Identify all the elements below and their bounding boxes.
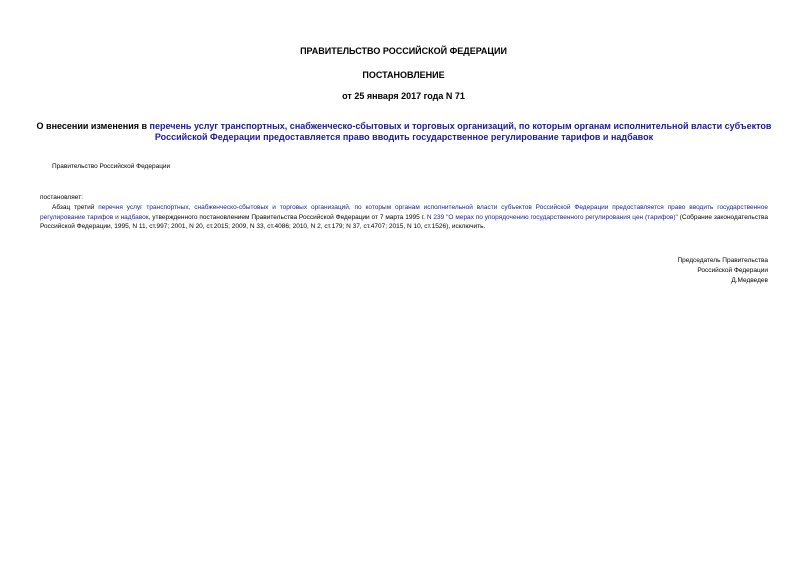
title-prefix: О внесении изменения в (36, 121, 150, 131)
document-date-number: от 25 января 2017 года N 71 (342, 91, 465, 101)
paragraph-text-2: , утвержденного постановлением Правительства Российской Федерации от 7 марта 1995 г. (148, 213, 427, 221)
paragraph-text-3: (Собрание законодательства Российской Федерации, 1995, N 11, ст.997; 2001, N 20, ст.2015; 2009, N 33, ст.4086; 2010, N 2, ст.179; N 37, ст.4707; 2015, N 10, ст.1526), исключить. (40, 213, 768, 230)
main-paragraph (40, 203, 768, 232)
document-type: ПОСТАНОВЛЕНИЕ (362, 70, 445, 80)
link-resolution-239[interactable]: N 239 "О мерах по упорядочению государственного регулирования цен (тарифов)" (426, 213, 678, 221)
signature-name: Д.Медведев (731, 277, 768, 284)
document-title (34, 121, 774, 143)
link-list-of-services[interactable]: перечня услуг транспортных, снабженческо-сбытовых и торговых организаций, по которым органам исполнительной власти субъектов Российской Федерации предоставляется право вводить государственное регулирование тарифов и надбавок (40, 204, 768, 221)
paragraph-text-1: Абзац третий (52, 204, 99, 211)
signature-title-line-1: Председатель Правительства (677, 257, 768, 264)
title-link-list-of-services[interactable]: перечень услуг транспортных, снабженческо-сбытовых и торговых организаций, по которым органам исполнительной власти субъектов Российской Федерации предоставляется право вводить государственное регулирование тарифов и надбавок (149, 121, 772, 142)
government-header: ПРАВИТЕЛЬСТВО РОССИЙСКОЙ ФЕДЕРАЦИИ (300, 46, 507, 56)
signature-block (677, 256, 768, 286)
government-line: Правительство Российской Федерации (52, 163, 171, 170)
signature-title-line-2: Российской Федерации (697, 267, 768, 274)
decides-line: постановляет: (40, 194, 83, 201)
